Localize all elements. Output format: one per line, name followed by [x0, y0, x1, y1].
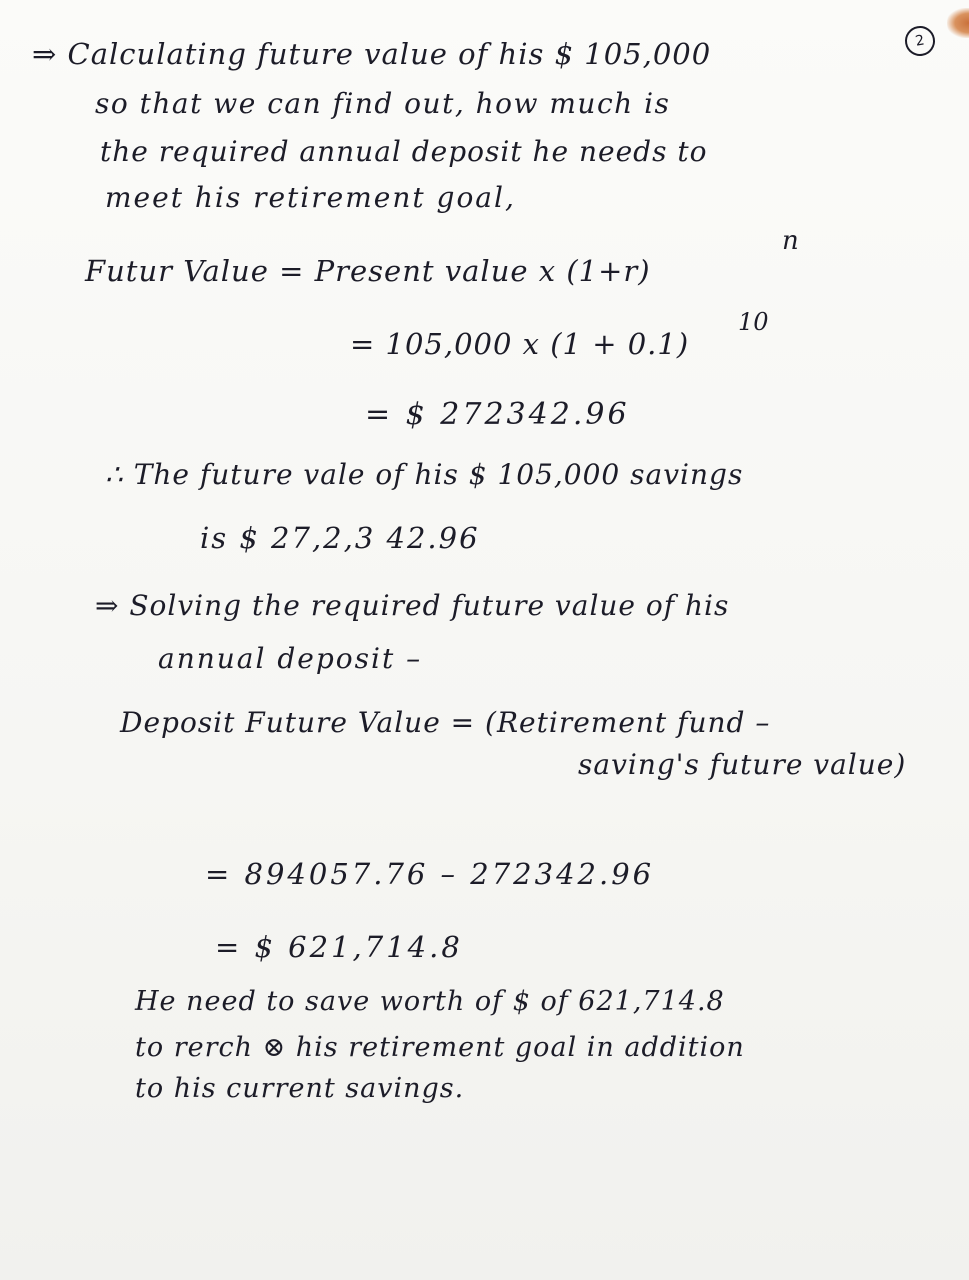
line-substitution: = 105,000 x (1 + 0.1): [350, 327, 690, 361]
line-4: meet his retirement goal,: [105, 181, 516, 214]
exponent-10: 10: [738, 308, 769, 336]
line-conclusion-1: ∴ The future vale of his $ 105,000 savings: [105, 458, 744, 491]
line-1: ⇒ Calculating future value of his $ 105,000: [32, 37, 712, 71]
line-deposit-result: = $ 621,714.8: [215, 930, 463, 964]
line-final-3: to his current savings.: [135, 1073, 465, 1104]
line-2: so that we can find out, how much is: [95, 87, 671, 120]
line-final-1: He need to save worth of $ of 621,714.8: [135, 986, 725, 1017]
page-number-circle: 2: [903, 24, 938, 59]
line-deposit-formula-1: Deposit Future Value = (Retirement fund –: [120, 706, 771, 739]
line-solving-heading-1: ⇒ Solving the required future value of his: [95, 589, 730, 622]
line-final-2: to rerch ⊗ his retirement goal in addition: [135, 1032, 745, 1063]
line-solving-heading-2: annual deposit –: [158, 642, 423, 675]
line-deposit-formula-2: saving's future value): [578, 748, 907, 781]
line-conclusion-2: is $ 27,2,3 42.96: [200, 521, 480, 555]
line-deposit-substitution: = 894057.76 – 272342.96: [205, 857, 655, 891]
line-result-future-value: = $ 272342.96: [365, 397, 630, 432]
line-future-value-formula: Futur Value = Present value x (1+r): [85, 254, 651, 288]
page-corner-smudge: [947, 8, 969, 38]
line-3: the required annual deposit he needs to: [100, 135, 708, 168]
exponent-n: n: [782, 226, 799, 256]
